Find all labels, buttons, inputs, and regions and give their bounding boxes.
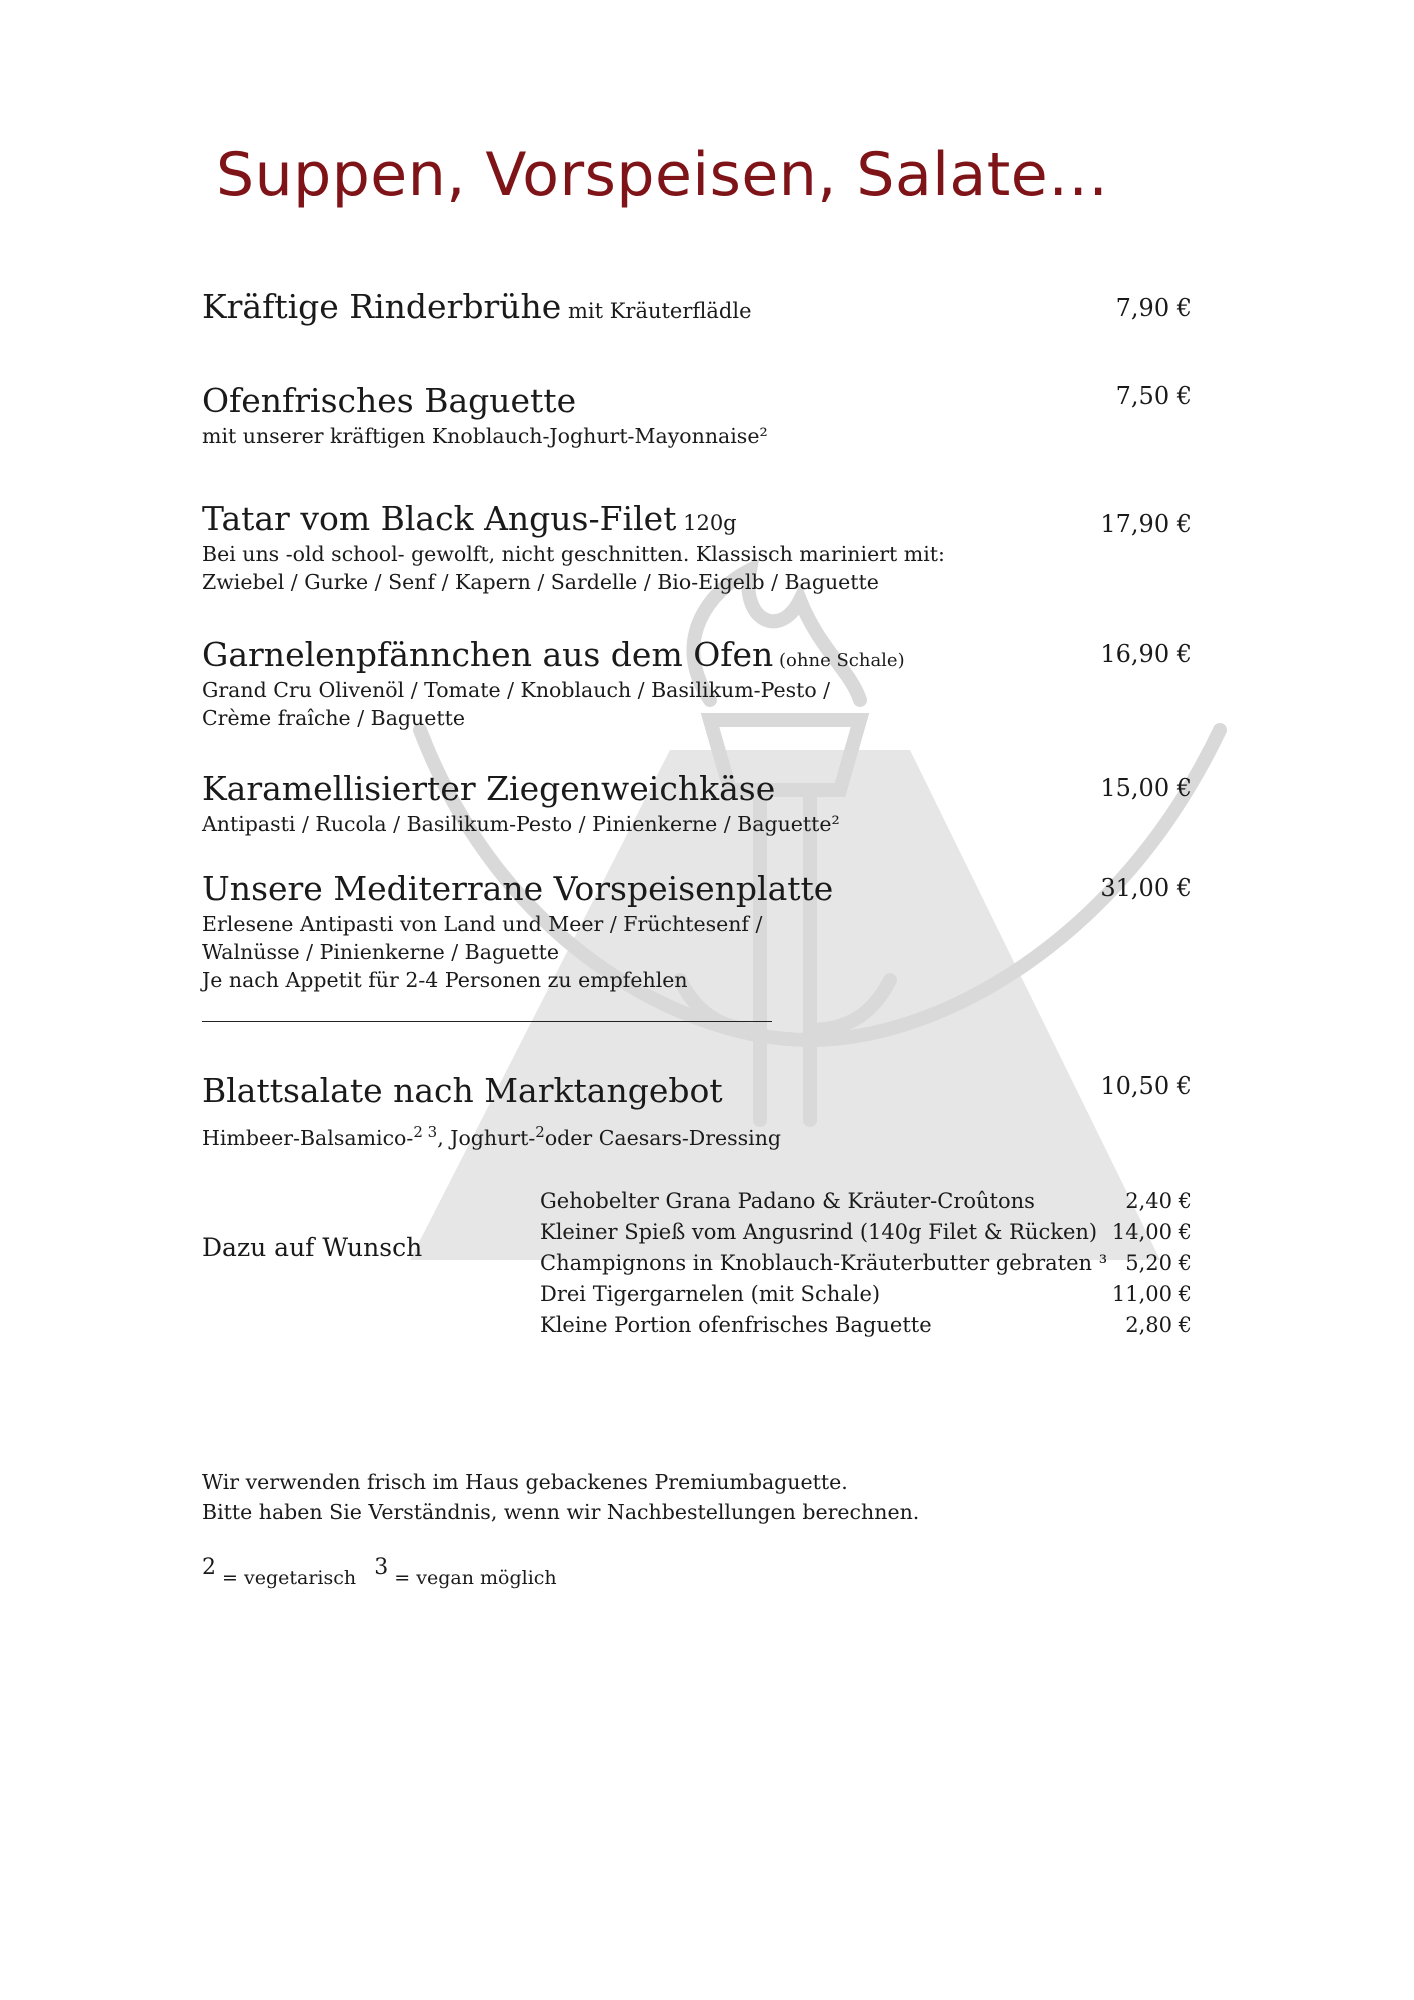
- extras-list: [540, 1189, 1192, 1344]
- extra-price: 2,40 €: [1125, 1189, 1192, 1213]
- page-title: Suppen, Vorspeisen, Salate…: [216, 140, 1109, 210]
- menu-item-baguette: [202, 382, 1192, 450]
- item-description: Grand Cru Olivenöl / Tomate / Knoblauch / Basilikum-Pesto / Crème fraîche / Baguette: [202, 677, 831, 730]
- item-note: mit Kräuterflädle: [561, 299, 752, 323]
- item-name: Garnelenpfännchen aus dem Ofen: [202, 635, 774, 674]
- extra-item: Gehobelter Grana Padano & Kräuter-Croûtons 2,40 €: [540, 1189, 1192, 1213]
- item-price: 31,00 €: [1100, 874, 1192, 902]
- item-name: Ofenfrisches Baguette: [202, 381, 577, 420]
- item-note: (ohne Schale): [773, 650, 905, 671]
- extra-item: Kleiner Spieß vom Angusrind (140g Filet & Rücken) 14,00 €: [540, 1220, 1192, 1244]
- item-note: 120g: [676, 511, 737, 535]
- extra-price: 2,80 €: [1125, 1313, 1192, 1337]
- item-description: mit unserer kräftigen Knoblauch-Joghurt-Mayonnaise²: [202, 423, 768, 448]
- extra-price: 11,00 €: [1111, 1282, 1192, 1306]
- item-price: 15,00 €: [1100, 774, 1192, 802]
- salad-dressing: Himbeer-Balsamico-$^{2 3}$, Joghurt-$^2$oder Caesars-Dressing: [202, 1123, 782, 1150]
- footer-note: Wir verwenden frisch im Haus gebackenes Premiumbaguette. Bitte haben Sie Verständnis, wenn wir Nachbestellungen berechnen.: [202, 1470, 920, 1524]
- extra-price: 14,00 €: [1111, 1220, 1192, 1244]
- extra-item: Drei Tigergarnelen (mit Schale) 11,00 €: [540, 1282, 1192, 1306]
- item-name: Karamellisierter Ziegenweichkäse: [202, 769, 776, 808]
- item-price: 16,90 €: [1100, 640, 1192, 668]
- item-price: 7,50 €: [1115, 382, 1192, 410]
- item-price: 7,90 €: [1115, 294, 1192, 322]
- item-name: Blattsalate nach Marktangebot: [202, 1071, 723, 1110]
- extras-label: Dazu auf Wunsch: [202, 1233, 423, 1262]
- item-price: 17,90 €: [1100, 510, 1192, 538]
- item-description: Bei uns -old school- gewolft, nicht geschnitten. Klassisch mariniert mit: Zwiebel / Gurke / Senf / Kapern / Sardelle / Bio-Eigelb / Baguette: [202, 541, 945, 594]
- menu-item-garnelenpfaennchen: [202, 636, 1192, 732]
- extra-price: 5,20 €: [1125, 1251, 1192, 1275]
- legend: 2 = vegetarisch 3 = vegan möglich: [202, 1555, 557, 1589]
- section-divider: [202, 1021, 772, 1022]
- item-description: Erlesene Antipasti von Land und Meer / Früchtesenf / Walnüsse / Pinienkerne / Baguette Je nach Appetit für 2-4 Personen zu empfehlen: [202, 911, 763, 992]
- menu-item-rinderbruehe: [202, 288, 1192, 326]
- item-name: Unsere Mediterrane Vorspeisenplatte: [202, 869, 834, 908]
- menu-item-vorspeisenplatte: [202, 870, 1192, 994]
- item-name: Kräftige Rinderbrühe: [202, 287, 562, 326]
- menu-item-ziegenweichkaese: [202, 770, 1192, 838]
- extra-item: Champignons in Knoblauch-Kräuterbutter gebraten ³ 5,20 €: [540, 1251, 1192, 1275]
- menu-item-blattsalate: [202, 1072, 1192, 1152]
- menu-item-tatar: [202, 500, 1192, 596]
- extra-item: Kleine Portion ofenfrisches Baguette 2,80 €: [540, 1313, 1192, 1337]
- item-price: 10,50 €: [1100, 1072, 1192, 1100]
- item-name: Tatar vom Black Angus-Filet: [202, 499, 677, 538]
- item-description: Antipasti / Rucola / Basilikum-Pesto / Pinienkerne / Baguette²: [202, 811, 840, 836]
